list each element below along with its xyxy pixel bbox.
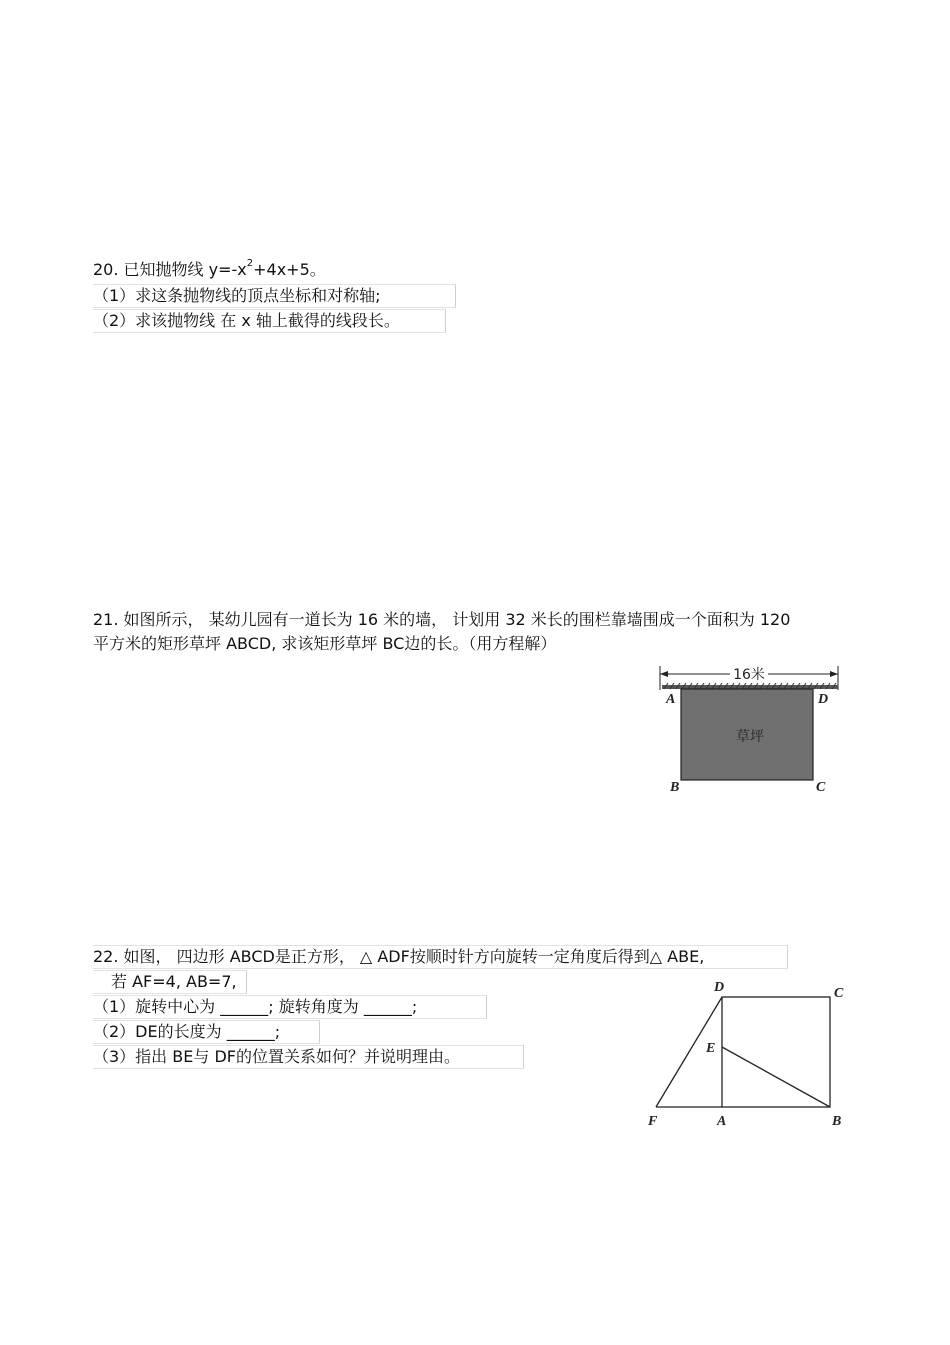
q22-square (722, 997, 830, 1107)
q20-part2: （2）求该抛物线 在 x 轴上截得的线段长。 (93, 309, 446, 333)
q21-figure (650, 660, 850, 800)
q21-label-D: D (818, 692, 829, 707)
q21-arrow-right (830, 671, 838, 677)
q22-part1: （1）旋转中心为 ______; 旋转角度为 ______; (93, 995, 487, 1019)
q21-line1: 21. 如图所示， 某幼儿园有一道长为 16 米的墙， 计划用 32 米长的围栏靠墙围成一个面积为 120 (93, 610, 791, 629)
q22-label-C: C (834, 986, 844, 1001)
q21-label-B: B (670, 780, 680, 795)
q20-stem-suffix: +4x+5。 (253, 260, 326, 279)
q22-figure (640, 975, 860, 1135)
q22-label-A: A (717, 1114, 727, 1129)
q21-label-C: C (816, 780, 826, 795)
q22-part2: （2）DE的长度为 ______; (93, 1020, 320, 1044)
q21-arrow-left (660, 671, 668, 677)
q21-wall-label: 16米 (733, 667, 765, 683)
q21-label-A: A (666, 692, 676, 707)
q22-label-B: B (832, 1114, 842, 1129)
q22-segment-BE (722, 1047, 830, 1107)
q22-label-E: E (706, 1041, 716, 1056)
q20-stem (93, 259, 326, 281)
q22-label-D: D (714, 980, 725, 995)
q22-line1: 22. 如图， 四边形 ABCD是正方形， △ ADF按顺时针方向旋转一定角度后得到△ ABE, (93, 945, 788, 969)
q21-lawn-label: 草坪 (736, 729, 764, 745)
q20-part1: （1）求这条抛物线的顶点坐标和对称轴; (93, 284, 456, 308)
q21-line2: 平方米的矩形草坪 ABCD, 求该矩形草坪 BC边的长。（用方程解） (93, 634, 557, 653)
q22-part3: （3）指出 BE与 DF的位置关系如何？并说明理由。 (93, 1045, 524, 1069)
q20-stem-exponent: 2 (246, 258, 254, 269)
q20-stem-prefix: 20. 已知抛物线 y=-x (93, 260, 247, 279)
q22-line2: 若 AF=4, AB=7, (93, 970, 247, 994)
q22-label-F: F (648, 1114, 658, 1129)
